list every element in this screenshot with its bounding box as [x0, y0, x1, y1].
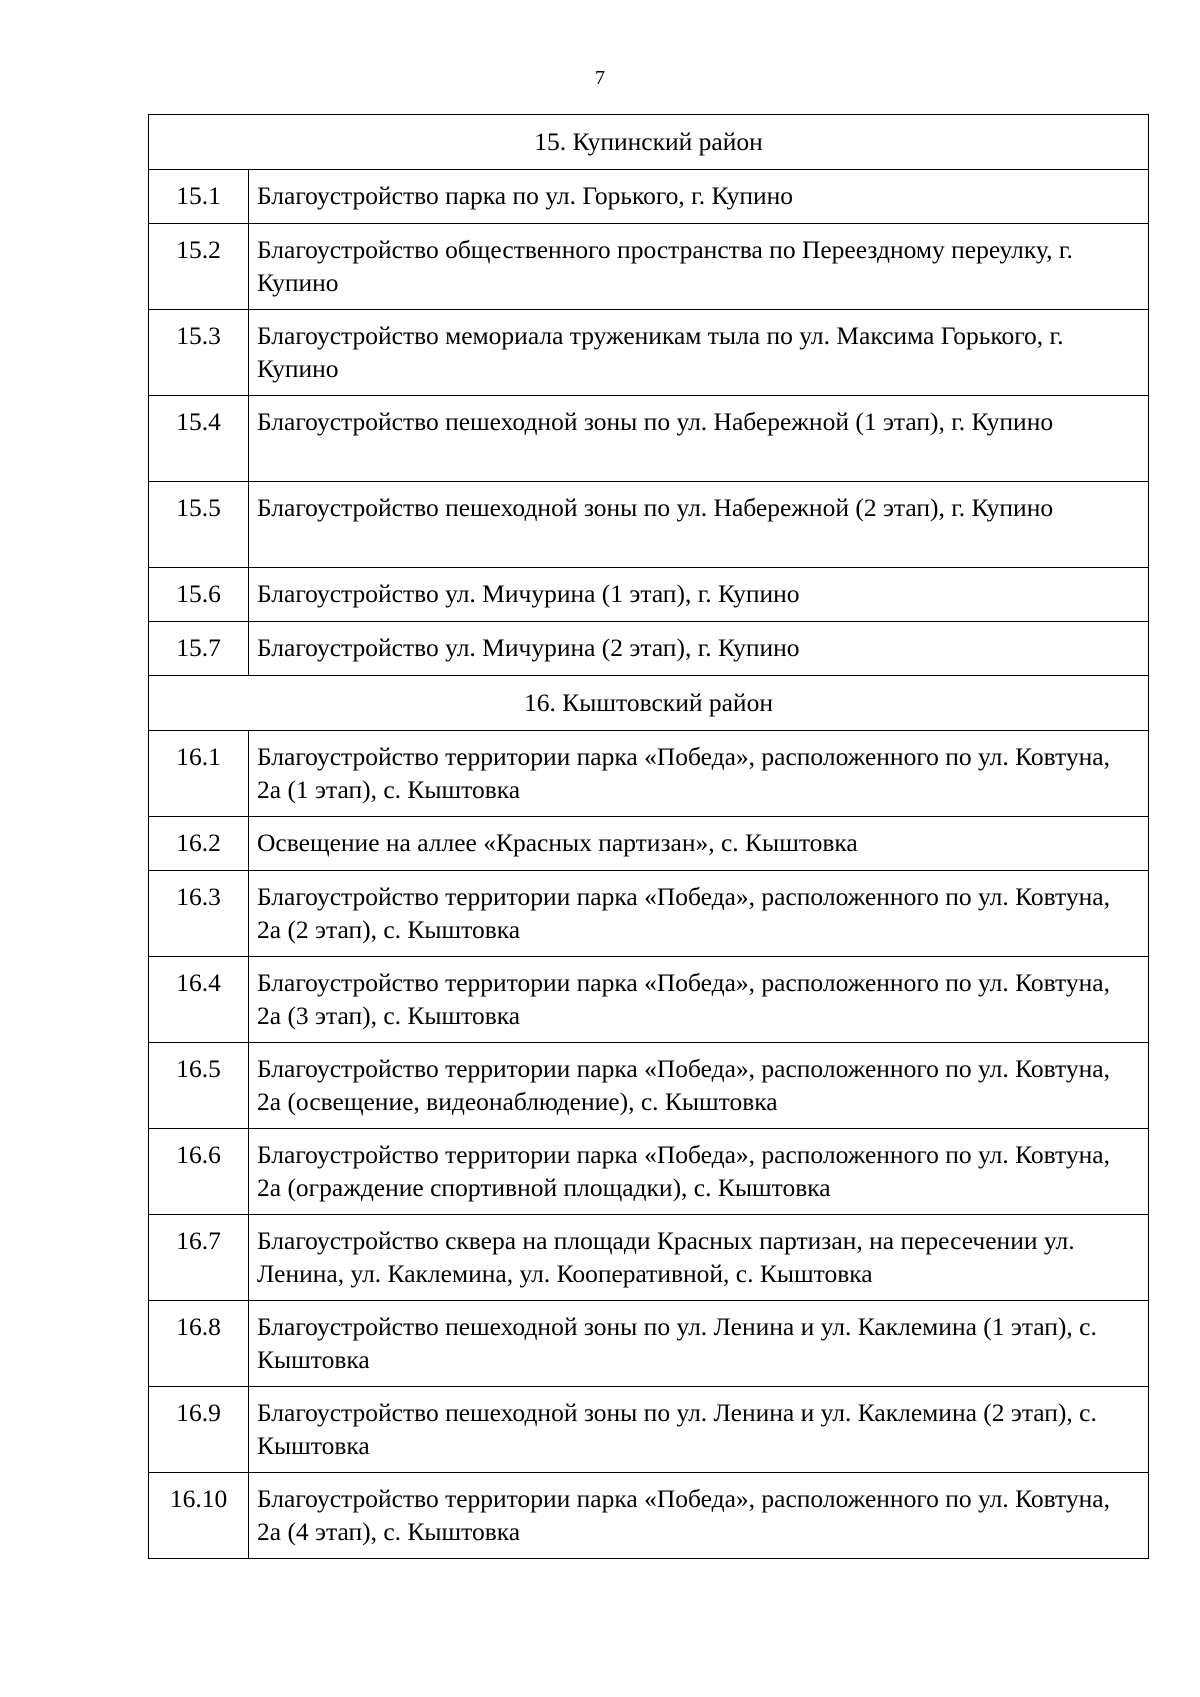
section-title: 15. Купинский район	[149, 115, 1149, 170]
table-row	[149, 568, 1149, 622]
table-row	[149, 1043, 1149, 1129]
item-number: 16.10	[149, 1473, 249, 1559]
item-description: Благоустройство общественного пространства по Переездному переулку, г. Купино	[249, 224, 1149, 310]
table-row	[149, 622, 1149, 676]
item-description: Благоустройство пешеходной зоны по ул. Набережной (2 этап), г. Купино	[249, 482, 1149, 568]
item-number: 15.1	[149, 170, 249, 224]
table-row	[149, 871, 1149, 957]
item-number: 15.7	[149, 622, 249, 676]
table-row	[149, 817, 1149, 871]
table-row	[149, 957, 1149, 1043]
table-row	[149, 1129, 1149, 1215]
table-row	[149, 224, 1149, 310]
page-number: 7	[595, 67, 605, 89]
section-header-row	[149, 115, 1149, 170]
item-number: 16.9	[149, 1387, 249, 1473]
item-description: Благоустройство территории парка «Победа», расположенного по ул. Ковтуна, 2а (освещение, видеонаблюдение), с. Кыштовка	[249, 1043, 1149, 1129]
table-row	[149, 1215, 1149, 1301]
item-number: 15.3	[149, 310, 249, 396]
item-number: 16.7	[149, 1215, 249, 1301]
item-number: 15.2	[149, 224, 249, 310]
table-row	[149, 310, 1149, 396]
table-row	[149, 170, 1149, 224]
item-description: Благоустройство мемориала труженикам тыла по ул. Максима Горького, г. Купино	[249, 310, 1149, 396]
projects-table	[148, 114, 1149, 1559]
table-row	[149, 731, 1149, 817]
item-description: Благоустройство пешеходной зоны по ул. Ленина и ул. Каклемина (1 этап), с. Кыштовка	[249, 1301, 1149, 1387]
table-row	[149, 1473, 1149, 1559]
item-number: 15.5	[149, 482, 249, 568]
item-description: Благоустройство ул. Мичурина (1 этап), г. Купино	[249, 568, 1149, 622]
item-number: 16.8	[149, 1301, 249, 1387]
item-description: Благоустройство пешеходной зоны по ул. Ленина и ул. Каклемина (2 этап), с. Кыштовка	[249, 1387, 1149, 1473]
item-number: 16.4	[149, 957, 249, 1043]
item-description: Благоустройство территории парка «Победа», расположенного по ул. Ковтуна, 2а (ограждение спортивной площадки), с. Кыштовка	[249, 1129, 1149, 1215]
item-number: 15.6	[149, 568, 249, 622]
item-number: 16.2	[149, 817, 249, 871]
item-number: 15.4	[149, 396, 249, 482]
item-description: Освещение на аллее «Красных партизан», с. Кыштовка	[249, 817, 1149, 871]
item-number: 16.3	[149, 871, 249, 957]
item-number: 16.5	[149, 1043, 249, 1129]
item-description: Благоустройство пешеходной зоны по ул. Набережной (1 этап), г. Купино	[249, 396, 1149, 482]
item-description: Благоустройство ул. Мичурина (2 этап), г. Купино	[249, 622, 1149, 676]
item-description: Благоустройство парка по ул. Горького, г. Купино	[249, 170, 1149, 224]
table-row	[149, 482, 1149, 568]
item-description: Благоустройство территории парка «Победа», расположенного по ул. Ковтуна, 2а (3 этап), с. Кыштовка	[249, 957, 1149, 1043]
item-description: Благоустройство территории парка «Победа», расположенного по ул. Ковтуна, 2а (2 этап), с. Кыштовка	[249, 871, 1149, 957]
item-description: Благоустройство территории парка «Победа», расположенного по ул. Ковтуна, 2а (4 этап), с. Кыштовка	[249, 1473, 1149, 1559]
item-number: 16.1	[149, 731, 249, 817]
section-title: 16. Кыштовский район	[149, 676, 1149, 731]
item-description: Благоустройство территории парка «Победа», расположенного по ул. Ковтуна, 2а (1 этап), с. Кыштовка	[249, 731, 1149, 817]
table-row	[149, 1387, 1149, 1473]
table-row	[149, 1301, 1149, 1387]
item-number: 16.6	[149, 1129, 249, 1215]
section-header-row	[149, 676, 1149, 731]
table-row	[149, 396, 1149, 482]
item-description: Благоустройство сквера на площади Красных партизан, на пересечении ул. Ленина, ул. Каклемина, ул. Кооперативной, с. Кыштовка	[249, 1215, 1149, 1301]
